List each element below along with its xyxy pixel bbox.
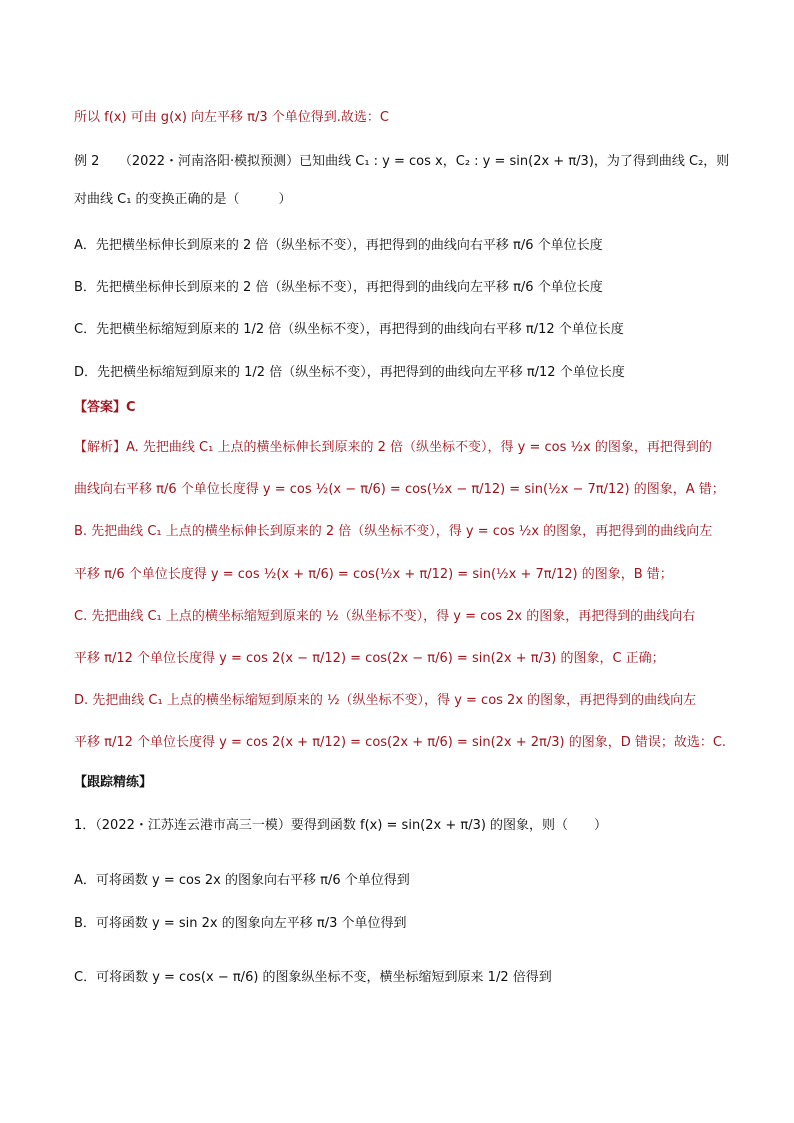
analysis-d-line2: 平移 π/12 个单位长度得 y = cos 2(x + π/12) = cos(2x + π/6) = sin(2x + 2π/3) 的图象，D 错误；故选：C. <box>74 735 727 750</box>
answer-label: 【答案】C <box>74 400 136 415</box>
analysis-c-line1: C. 先把曲线 C₁ 上点的横坐标缩短到原来的 ½（纵坐标不变），得 y = cos 2x 的图象，再把得到的曲线向右 <box>74 609 696 624</box>
practice-1-stem: 1．（2022・江苏连云港市高三一模）要得到函数 f(x) = sin(2x + π/3) 的图象，则（ ） <box>74 818 608 833</box>
practice-1-option-c: C．可将函数 y = cos(x − π/6) 的图象纵坐标不变，横坐标缩短到原来 1/2 倍得到 <box>74 970 552 985</box>
analysis-c-line2: 平移 π/12 个单位长度得 y = cos 2(x − π/12) = cos(2x − π/6) = sin(2x + π/3) 的图象，C 正确； <box>74 651 665 666</box>
analysis-b-line2: 平移 π/6 个单位长度得 y = cos ½(x + π/6) = cos(½x + π/12) = sin(½x + 7π/12) 的图象，B 错； <box>74 567 673 582</box>
example-2-stem: 例 2 （2022・河南洛阳·模拟预测）已知曲线 C₁ : y = cos x，C₂ : y = sin(2x + π/3)，为了得到曲线 C₂，则 <box>74 154 730 169</box>
analysis-b-line1: B. 先把曲线 C₁ 上点的横坐标伸长到原来的 2 倍（纵坐标不变），得 y = cos ½x 的图象，再把得到的曲线向左 <box>74 524 713 539</box>
practice-1-option-b: B．可将函数 y = sin 2x 的图象向左平移 π/3 个单位得到 <box>74 916 407 931</box>
analysis-a-line1: 【解析】A. 先把曲线 C₁ 上点的横坐标伸长到原来的 2 倍（纵坐标不变），得 y = cos ½x 的图象，再把得到的 <box>74 440 712 455</box>
option-a: A．先把横坐标伸长到原来的 2 倍（纵坐标不变），再把得到的曲线向右平移 π/6 个单位长度 <box>74 238 603 253</box>
analysis-a-line2: 曲线向右平移 π/6 个单位长度得 y = cos ½(x − π/6) = cos(½x − π/12) = sin(½x − 7π/12) 的图象，A 错； <box>74 482 725 497</box>
option-c: C．先把横坐标缩短到原来的 1/2 倍（纵坐标不变），再把得到的曲线向右平移 π/12 个单位长度 <box>74 322 624 337</box>
practice-1-option-a: A．可将函数 y = cos 2x 的图象向右平移 π/6 个单位得到 <box>74 873 410 888</box>
practice-heading: 【跟踪精练】 <box>74 775 153 790</box>
example-2-question: 对曲线 C₁ 的变换正确的是（ ） <box>74 192 292 207</box>
prev-answer-conclusion: 所以 f(x) 可由 g(x) 向左平移 π/3 个单位得到.故选：C <box>74 110 389 125</box>
option-b: B．先把横坐标伸长到原来的 2 倍（纵坐标不变），再把得到的曲线向左平移 π/6 个单位长度 <box>74 280 603 295</box>
option-d: D．先把横坐标缩短到原来的 1/2 倍（纵坐标不变），再把得到的曲线向左平移 π/12 个单位长度 <box>74 365 625 380</box>
analysis-d-line1: D. 先把曲线 C₁ 上点的横坐标缩短到原来的 ½（纵坐标不变），得 y = cos 2x 的图象，再把得到的曲线向左 <box>74 693 697 708</box>
